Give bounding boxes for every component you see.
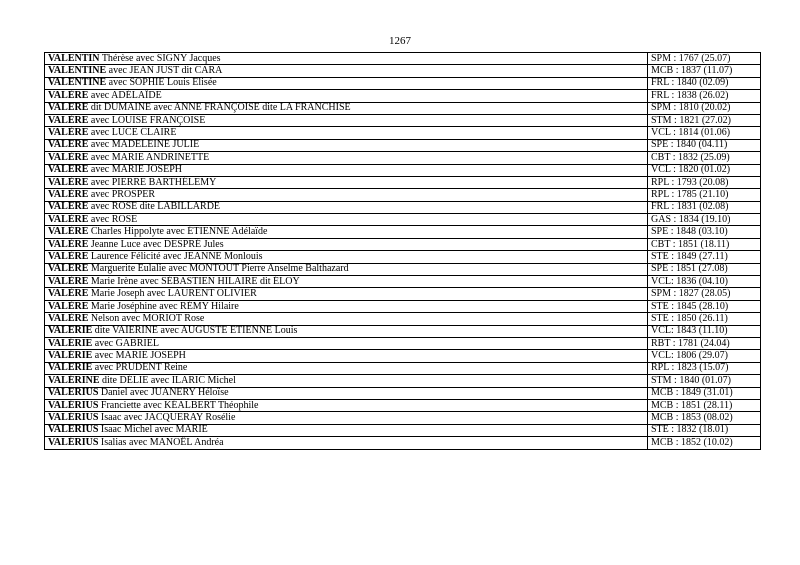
- record-reference-cell: STE : 1845 (28.10): [648, 300, 761, 312]
- table-row: [45, 387, 761, 399]
- record-reference-cell: CBT : 1851 (18.11): [648, 238, 761, 250]
- record-reference-cell: MCB : 1837 (11.07): [648, 65, 761, 77]
- primary-name: VALENTINE: [48, 77, 107, 89]
- spouses-cell: [45, 325, 648, 337]
- entry-details: Marie Joseph avec LAURENT OLIVIER: [88, 288, 257, 300]
- table-row: [45, 337, 761, 349]
- record-reference-cell: SPM : 1810 (20.02): [648, 102, 761, 114]
- record-reference-cell: RPL : 1793 (20.08): [648, 176, 761, 188]
- record-reference-cell: RPL : 1823 (15.07): [648, 362, 761, 374]
- table-row: [45, 176, 761, 188]
- record-reference-cell: GAS : 1834 (19.10): [648, 214, 761, 226]
- entry-details: Thérèse avec SIGNY Jacques: [99, 52, 221, 64]
- table-row: [45, 139, 761, 151]
- primary-name: VALENTIN: [48, 52, 100, 64]
- spouses-cell: [45, 288, 648, 300]
- table-row: [45, 412, 761, 424]
- entry-details: avec MARIE JOSEPH: [92, 350, 186, 362]
- table-row: [45, 263, 761, 275]
- table-row: [45, 251, 761, 263]
- primary-name: VALÈRE: [48, 139, 89, 151]
- primary-name: VALÈRE: [48, 89, 89, 101]
- register-body: [45, 53, 761, 450]
- marriage-register-table: [44, 52, 761, 450]
- record-reference-cell: FRL : 1831 (02.08): [648, 201, 761, 213]
- entry-details: avec PIERRE BARTHÉLEMY: [88, 176, 217, 188]
- record-reference-cell: MCB : 1849 (31.01): [648, 387, 761, 399]
- entry-details: avec MARIE JOSEPH: [88, 164, 182, 176]
- entry-details: avec MADELEINE JULIE: [88, 139, 200, 151]
- entry-details: dite VAÏERINE avec AUGUSTE ÉTIENNE Louis: [92, 325, 298, 337]
- record-reference-cell: RPL : 1785 (21.10): [648, 189, 761, 201]
- primary-name: VALÈRE: [48, 275, 89, 287]
- entry-details: avec LUCE CLAIRE: [88, 127, 177, 139]
- primary-name: VALÈRE: [48, 164, 89, 176]
- record-reference-cell: MCB : 1852 (10.02): [648, 437, 761, 449]
- table-row: [45, 399, 761, 411]
- table-row: [45, 226, 761, 238]
- primary-name: VALÉRIE: [48, 337, 93, 349]
- primary-name: VALÉRIUS: [48, 424, 99, 436]
- table-row: [45, 437, 761, 449]
- primary-name: VALÈRE: [48, 151, 89, 163]
- spouses-cell: [45, 362, 648, 374]
- spouses-cell: [45, 226, 648, 238]
- record-reference-cell: FRL : 1840 (02.09): [648, 77, 761, 89]
- primary-name: VALENTINE: [48, 65, 107, 77]
- record-reference-cell: SPE : 1851 (27.08): [648, 263, 761, 275]
- record-reference-cell: STE : 1850 (26.11): [648, 313, 761, 325]
- table-row: [45, 189, 761, 201]
- spouses-cell: [45, 214, 648, 226]
- entry-details: avec ROSE dite LABILLARDE: [88, 201, 221, 213]
- table-row: [45, 325, 761, 337]
- record-reference-cell: MCB : 1851 (28.11): [648, 399, 761, 411]
- table-row: [45, 300, 761, 312]
- table-row: [45, 375, 761, 387]
- spouses-cell: [45, 189, 648, 201]
- entry-details: Isaac avec JACQUERAY Rosélie: [98, 412, 236, 424]
- table-row: [45, 313, 761, 325]
- primary-name: VALÈRE: [48, 288, 89, 300]
- primary-name: VALÈRE: [48, 263, 89, 275]
- table-row: [45, 127, 761, 139]
- primary-name: VALÉRINE: [48, 374, 100, 386]
- primary-name: VALÉRIUS: [48, 399, 99, 411]
- spouses-cell: [45, 276, 648, 288]
- spouses-cell: [45, 399, 648, 411]
- record-reference-cell: STE : 1832 (18.01): [648, 424, 761, 436]
- spouses-cell: [45, 152, 648, 164]
- entry-details: dit DUMAINE avec ANNE FRANÇOISE dite LA FRANCHISE: [88, 102, 351, 114]
- primary-name: VALÈRE: [48, 188, 89, 200]
- page-number: 1267: [389, 35, 411, 47]
- entry-details: Marguerite Eulalie avec MONTOUT Pierre Anselme Balthazard: [88, 263, 349, 275]
- record-reference-cell: SPM : 1767 (25.07): [648, 53, 761, 65]
- spouses-cell: [45, 238, 648, 250]
- table-row: [45, 238, 761, 250]
- entry-details: avec GABRIEL: [92, 337, 159, 349]
- spouses-cell: [45, 65, 648, 77]
- table-row: [45, 102, 761, 114]
- record-reference-cell: VCL : 1814 (01.06): [648, 127, 761, 139]
- record-reference-cell: CBT : 1832 (25.09): [648, 152, 761, 164]
- spouses-cell: [45, 53, 648, 65]
- spouses-cell: [45, 114, 648, 126]
- entry-details: avec PRUDENT Reine: [92, 362, 188, 374]
- spouses-cell: [45, 337, 648, 349]
- primary-name: VALÈRE: [48, 213, 89, 225]
- record-reference-cell: STE : 1849 (27.11): [648, 251, 761, 263]
- entry-details: Nelson avec MORIOT Rose: [88, 312, 205, 324]
- entry-details: Charles Hippolyte avec ÉTIENNE Adélaïde: [88, 226, 268, 238]
- spouses-cell: [45, 176, 648, 188]
- record-reference-cell: VCL : 1820 (01.02): [648, 164, 761, 176]
- entry-details: avec JEAN JUST dit CARA: [106, 65, 223, 77]
- record-reference-cell: SPM : 1827 (28.05): [648, 288, 761, 300]
- spouses-cell: [45, 251, 648, 263]
- entry-details: Jeanne Luce avec DESPRÉ Jules: [88, 238, 224, 250]
- table-row: [45, 276, 761, 288]
- spouses-cell: [45, 201, 648, 213]
- record-reference-cell: VCL: 1843 (11.10): [648, 325, 761, 337]
- record-reference-cell: SPE : 1848 (03.10): [648, 226, 761, 238]
- entry-details: Laurence Félicité avec JEANNE Monlouis: [88, 250, 263, 262]
- spouses-cell: [45, 263, 648, 275]
- primary-name: VALÉRIE: [48, 325, 93, 337]
- primary-name: VALÉRIE: [48, 362, 93, 374]
- spouses-cell: [45, 375, 648, 387]
- primary-name: VALÈRE: [48, 176, 89, 188]
- spouses-cell: [45, 300, 648, 312]
- spouses-cell: [45, 139, 648, 151]
- primary-name: VALÉRIUS: [48, 412, 99, 424]
- entry-details: avec ROSE: [88, 213, 138, 225]
- spouses-cell: [45, 350, 648, 362]
- table-row: [45, 214, 761, 226]
- spouses-cell: [45, 102, 648, 114]
- table-row: [45, 114, 761, 126]
- primary-name: VALÈRE: [48, 114, 89, 126]
- table-row: [45, 350, 761, 362]
- entry-details: Marie Irène avec SÉBASTIEN HILAIRE dit ÉLOY: [88, 275, 300, 287]
- entry-details: Isalias avec MANOËL Andréa: [98, 436, 224, 448]
- spouses-cell: [45, 412, 648, 424]
- record-reference-cell: VCL: 1806 (29.07): [648, 350, 761, 362]
- record-reference-cell: VCL: 1836 (04.10): [648, 276, 761, 288]
- primary-name: VALÈRE: [48, 127, 89, 139]
- record-reference-cell: FRL : 1838 (26.02): [648, 90, 761, 102]
- primary-name: VALÉRIUS: [48, 436, 99, 448]
- table-row: [45, 77, 761, 89]
- primary-name: VALÈRE: [48, 312, 89, 324]
- spouses-cell: [45, 387, 648, 399]
- entry-details: Isaac Michel avec MARIE: [98, 424, 208, 436]
- spouses-cell: [45, 424, 648, 436]
- entry-details: avec LOUISE FRANÇOISE: [88, 114, 206, 126]
- record-reference-cell: STM : 1821 (27.02): [648, 114, 761, 126]
- primary-name: VALÉRIUS: [48, 387, 99, 399]
- primary-name: VALÈRE: [48, 226, 89, 238]
- entry-details: dite DÉLIE avec ILARIC Michel: [99, 374, 236, 386]
- entry-details: avec MARIE ANDRINETTE: [88, 151, 210, 163]
- primary-name: VALÈRE: [48, 238, 89, 250]
- primary-name: VALÈRE: [48, 250, 89, 262]
- table-row: [45, 362, 761, 374]
- entry-details: Marie Joséphine avec RÉMY Hilaire: [88, 300, 239, 312]
- table-row: [45, 424, 761, 436]
- record-reference-cell: MCB : 1853 (08.02): [648, 412, 761, 424]
- table-row: [45, 288, 761, 300]
- table-row: [45, 65, 761, 77]
- spouses-cell: [45, 90, 648, 102]
- primary-name: VALÈRE: [48, 102, 89, 114]
- entry-details: avec PROSPER: [88, 188, 156, 200]
- entry-details: avec SOPHIE Louis Élisée: [106, 77, 217, 89]
- table-row: [45, 90, 761, 102]
- record-reference-cell: RBT : 1781 (24.04): [648, 337, 761, 349]
- spouses-cell: [45, 437, 648, 449]
- record-reference-cell: STM : 1840 (01.07): [648, 375, 761, 387]
- spouses-cell: [45, 77, 648, 89]
- table-row: [45, 164, 761, 176]
- table-row: [45, 201, 761, 213]
- spouses-cell: [45, 164, 648, 176]
- entry-details: avec ADÉLAÏDE: [88, 89, 162, 101]
- primary-name: VALÉRIE: [48, 350, 93, 362]
- table-row: [45, 152, 761, 164]
- spouses-cell: [45, 127, 648, 139]
- table-row: [45, 53, 761, 65]
- entry-details: Daniel avec JUANERY Héloïse: [98, 387, 229, 399]
- entry-details: Franciette avec KÉALBERT Théophile: [98, 399, 259, 411]
- primary-name: VALÈRE: [48, 300, 89, 312]
- record-reference-cell: SPE : 1840 (04.11): [648, 139, 761, 151]
- spouses-cell: [45, 313, 648, 325]
- primary-name: VALÈRE: [48, 201, 89, 213]
